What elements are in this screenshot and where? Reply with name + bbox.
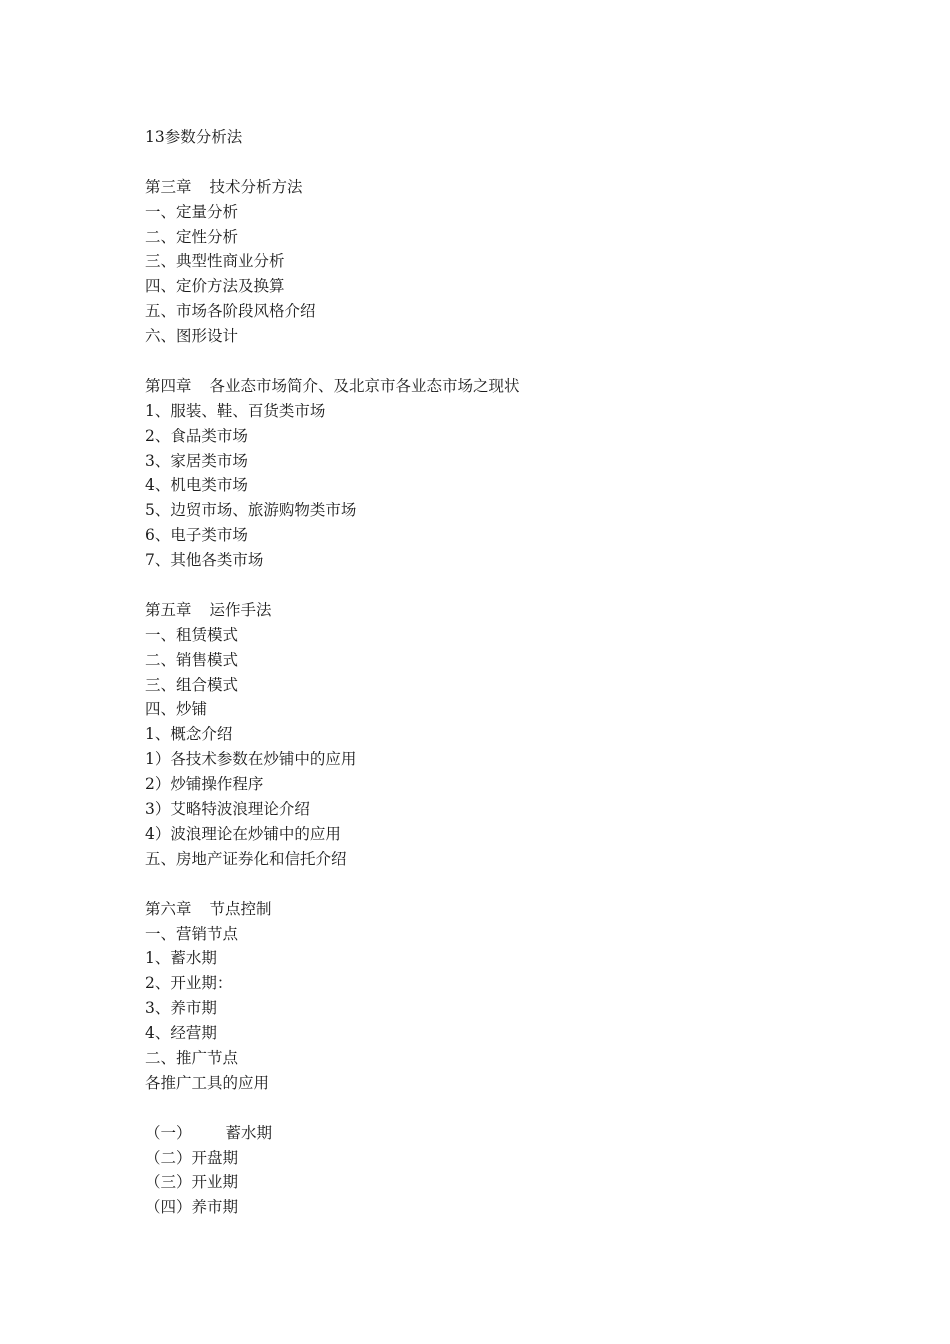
blank-line — [145, 150, 845, 175]
list-item: （三）开业期 — [145, 1173, 239, 1192]
chapter-title: 各业态市场简介、及北京市各业态市场之现状 — [209, 376, 520, 395]
chapter-6-heading — [145, 897, 845, 922]
chapter-3-heading — [145, 175, 845, 200]
document-body — [145, 125, 845, 1220]
blank-line — [145, 349, 845, 374]
list-item: 三、典型性商业分析 — [145, 252, 285, 271]
list-item: 四、定价方法及换算 — [145, 277, 285, 296]
blank-line — [145, 573, 845, 598]
list-item: 各推广工具的应用 — [145, 1073, 270, 1092]
chapter-number: 第四章 — [145, 376, 192, 395]
list-item: 1）各技术参数在炒铺中的应用 — [145, 750, 357, 769]
list-item: （四）养市期 — [145, 1198, 239, 1217]
chapter-number: 第五章 — [145, 600, 192, 619]
chapter-title: 技术分析方法 — [209, 177, 303, 196]
list-item: 2、开业期： — [145, 974, 233, 993]
list-item: 一、营销节点 — [145, 924, 239, 943]
list-item: 4、经营期 — [145, 1024, 217, 1043]
list-item: 3、养市期 — [145, 999, 217, 1018]
chapter-5-heading — [145, 598, 845, 623]
chapter-4-heading — [145, 374, 845, 399]
list-item: 一、定量分析 — [145, 202, 239, 221]
item-number: （一） — [145, 1123, 192, 1142]
chapter-number: 第六章 — [145, 899, 192, 918]
list-item: 五、市场各阶段风格介绍 — [145, 302, 316, 321]
list-item: 4）波浪理论在炒铺中的应用 — [145, 824, 341, 843]
blank-line — [145, 872, 845, 897]
list-item: 6、电子类市场 — [145, 526, 248, 545]
list-item: 二、定性分析 — [145, 227, 239, 246]
list-item: 3、家居类市场 — [145, 451, 248, 470]
section-heading: 13参数分析法 — [145, 128, 243, 146]
list-item: 1、蓄水期 — [145, 949, 217, 968]
list-item: 二、销售模式 — [145, 650, 239, 669]
list-item: 三、组合模式 — [145, 675, 239, 694]
chapter-number: 第三章 — [145, 177, 192, 196]
list-item: （二）开盘期 — [145, 1148, 239, 1167]
list-item: 3）艾略特波浪理论介绍 — [145, 800, 310, 819]
list-item: 1、概念介绍 — [145, 725, 233, 744]
list-item: 4、机电类市场 — [145, 476, 248, 495]
blank-line — [145, 1096, 845, 1121]
list-item: 五、房地产证券化和信托介绍 — [145, 849, 347, 868]
list-item: 5、边贸市场、旅游购物类市场 — [145, 501, 357, 520]
list-item: 四、炒铺 — [145, 700, 208, 719]
list-item: 1、服装、鞋、百货类市场 — [145, 401, 326, 420]
chapter-title: 运作手法 — [209, 600, 272, 619]
list-item: 六、图形设计 — [145, 327, 239, 346]
list-item: 7、其他各类市场 — [145, 551, 264, 570]
list-item — [145, 1121, 845, 1146]
list-item: 二、推广节点 — [145, 1048, 239, 1067]
chapter-title: 节点控制 — [209, 899, 272, 918]
list-item: 2、食品类市场 — [145, 426, 248, 445]
list-item: 2）炒铺操作程序 — [145, 775, 264, 794]
item-title: 蓄水期 — [225, 1123, 273, 1142]
list-item: 一、租赁模式 — [145, 625, 239, 644]
